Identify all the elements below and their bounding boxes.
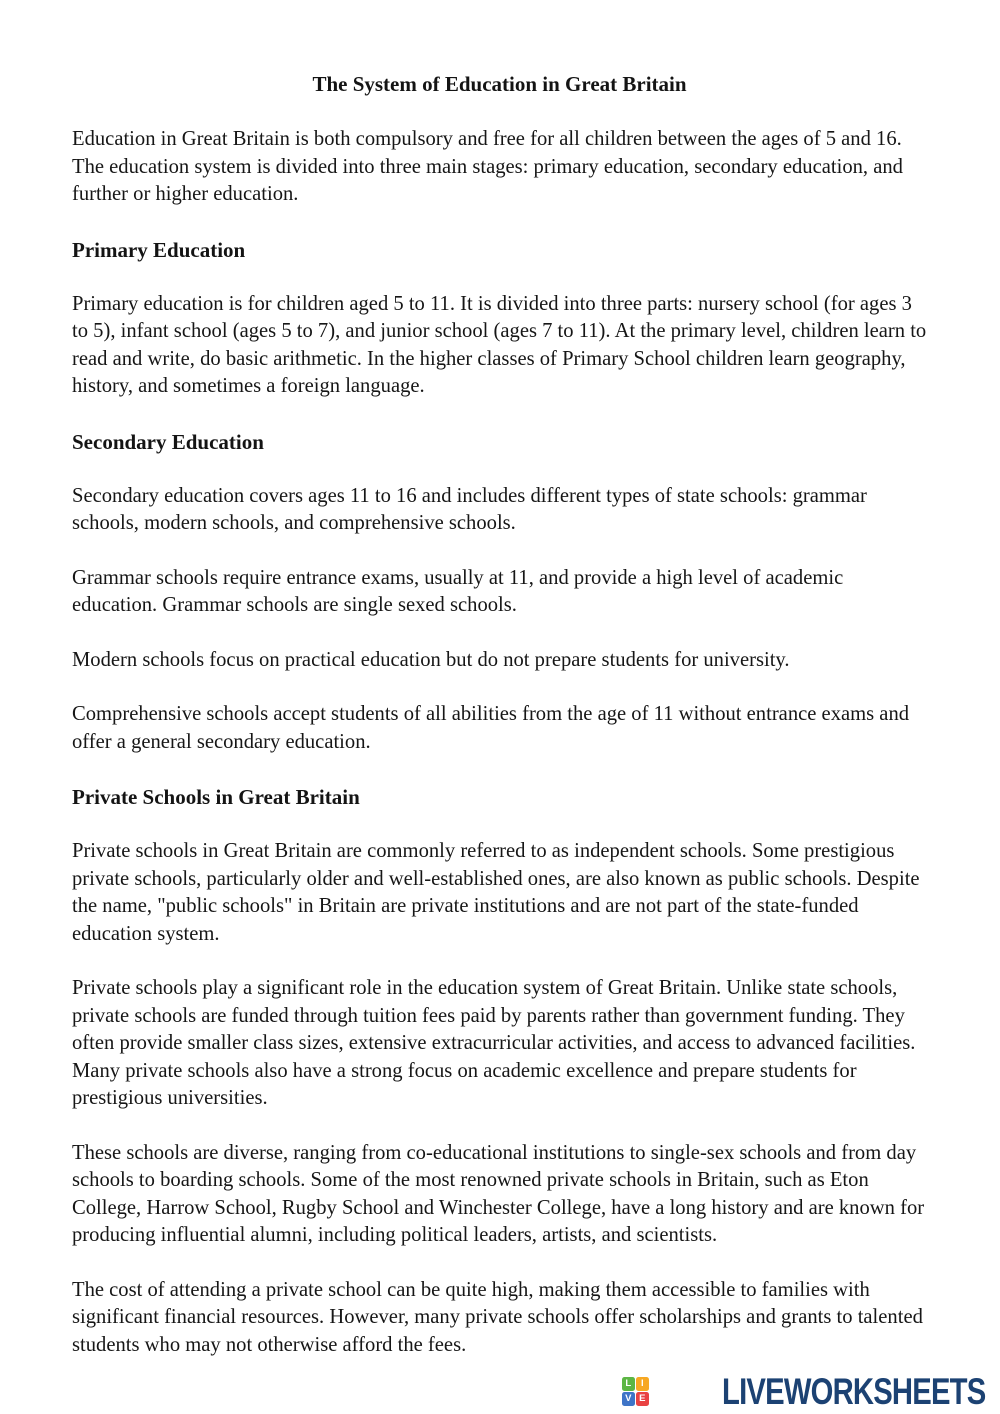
section-secondary-education bbox=[72, 428, 927, 757]
paragraph-private-schools-role: Private schools play a significant role in the education system of Great Britain. Unlike state schools, private schools are funded through tuition fees paid by parents rather than government funding. They often provide smaller class sizes, extensive extracurricular activities, and access to advanced facilities. Many private schools also have a strong focus on academic excellence and prepare students for prestigious universities. bbox=[72, 977, 916, 1109]
logo-tile-l: L bbox=[622, 1377, 635, 1391]
liveworksheets-tile-icon bbox=[622, 1377, 649, 1406]
logo-tile-i: I bbox=[636, 1377, 649, 1391]
section-private-schools bbox=[72, 783, 927, 1359]
logo-tile-e: E bbox=[636, 1392, 649, 1406]
liveworksheets-logo[interactable] bbox=[622, 1373, 985, 1410]
paragraph-comprehensive-schools: Comprehensive schools accept students of all abilities from the age of 11 without entrance exams and offer a general secondary education. bbox=[72, 703, 910, 753]
liveworksheets-wordmark: LIVEWORKSHEETS bbox=[721, 1371, 985, 1412]
section-heading-private-schools: Private Schools in Great Britain bbox=[72, 785, 360, 809]
paragraph-private-schools-diversity: These schools are diverse, ranging from co-educational institutions to single-sex schools and from day schools to boarding schools. Some of the most renowned private schools in Britain, such as Eton College, Harrow School, Rugby School and Winchester College, have a long history and are known for producing influential alumni, including political leaders, artists, and scientists. bbox=[72, 1141, 925, 1246]
paragraph-private-schools-naming: Private schools in Great Britain are commonly referred to as independent schools. Some prestigious private schools, particularly older and well-established ones, are also known as public schools. Despite the name, "public schools" in Britain are private institutions and are not part of the state-funded education system. bbox=[72, 840, 920, 945]
section-heading-primary-education: Primary Education bbox=[72, 237, 246, 262]
logo-tile-v: V bbox=[622, 1392, 635, 1406]
paragraph-grammar-schools: Grammar schools require entrance exams, usually at 11, and provide a high level of academic education. Grammar schools are single sexed schools. bbox=[72, 566, 844, 616]
intro-paragraph: Education in Great Britain is both compulsory and free for all children between the ages of 5 and 16. The education system is divided into three main stages: primary education, secondary education, and further or higher education. bbox=[72, 128, 903, 205]
paragraph-modern-schools: Modern schools focus on practical education but do not prepare students for university. bbox=[72, 648, 790, 671]
section-heading-secondary-education: Secondary Education bbox=[72, 429, 264, 454]
section-primary-education bbox=[72, 236, 927, 401]
document-title: The System of Education in Great Britain bbox=[312, 72, 687, 96]
paragraph-primary-education: Primary education is for children aged 5 to 11. It is divided into three parts: nursery school (for ages 3 to 5), infant school (ages 5 to 7), and junior school (ages 7 to 11). At the primary level, children learn to read and write, do basic arithmetic. In the higher classes of Primary School children learn geography, history, and sometimes a foreign language. bbox=[72, 292, 927, 397]
paragraph-private-schools-cost: The cost of attending a private school can be quite high, making them accessible to families with significant financial resources. However, many private schools offer scholarships and grants to talented students who may not otherwise afford the fees. bbox=[72, 1278, 923, 1356]
paragraph-secondary-overview: Secondary education covers ages 11 to 16 and includes different types of state schools: grammar schools, modern schools, and comprehensive schools. bbox=[72, 484, 867, 534]
